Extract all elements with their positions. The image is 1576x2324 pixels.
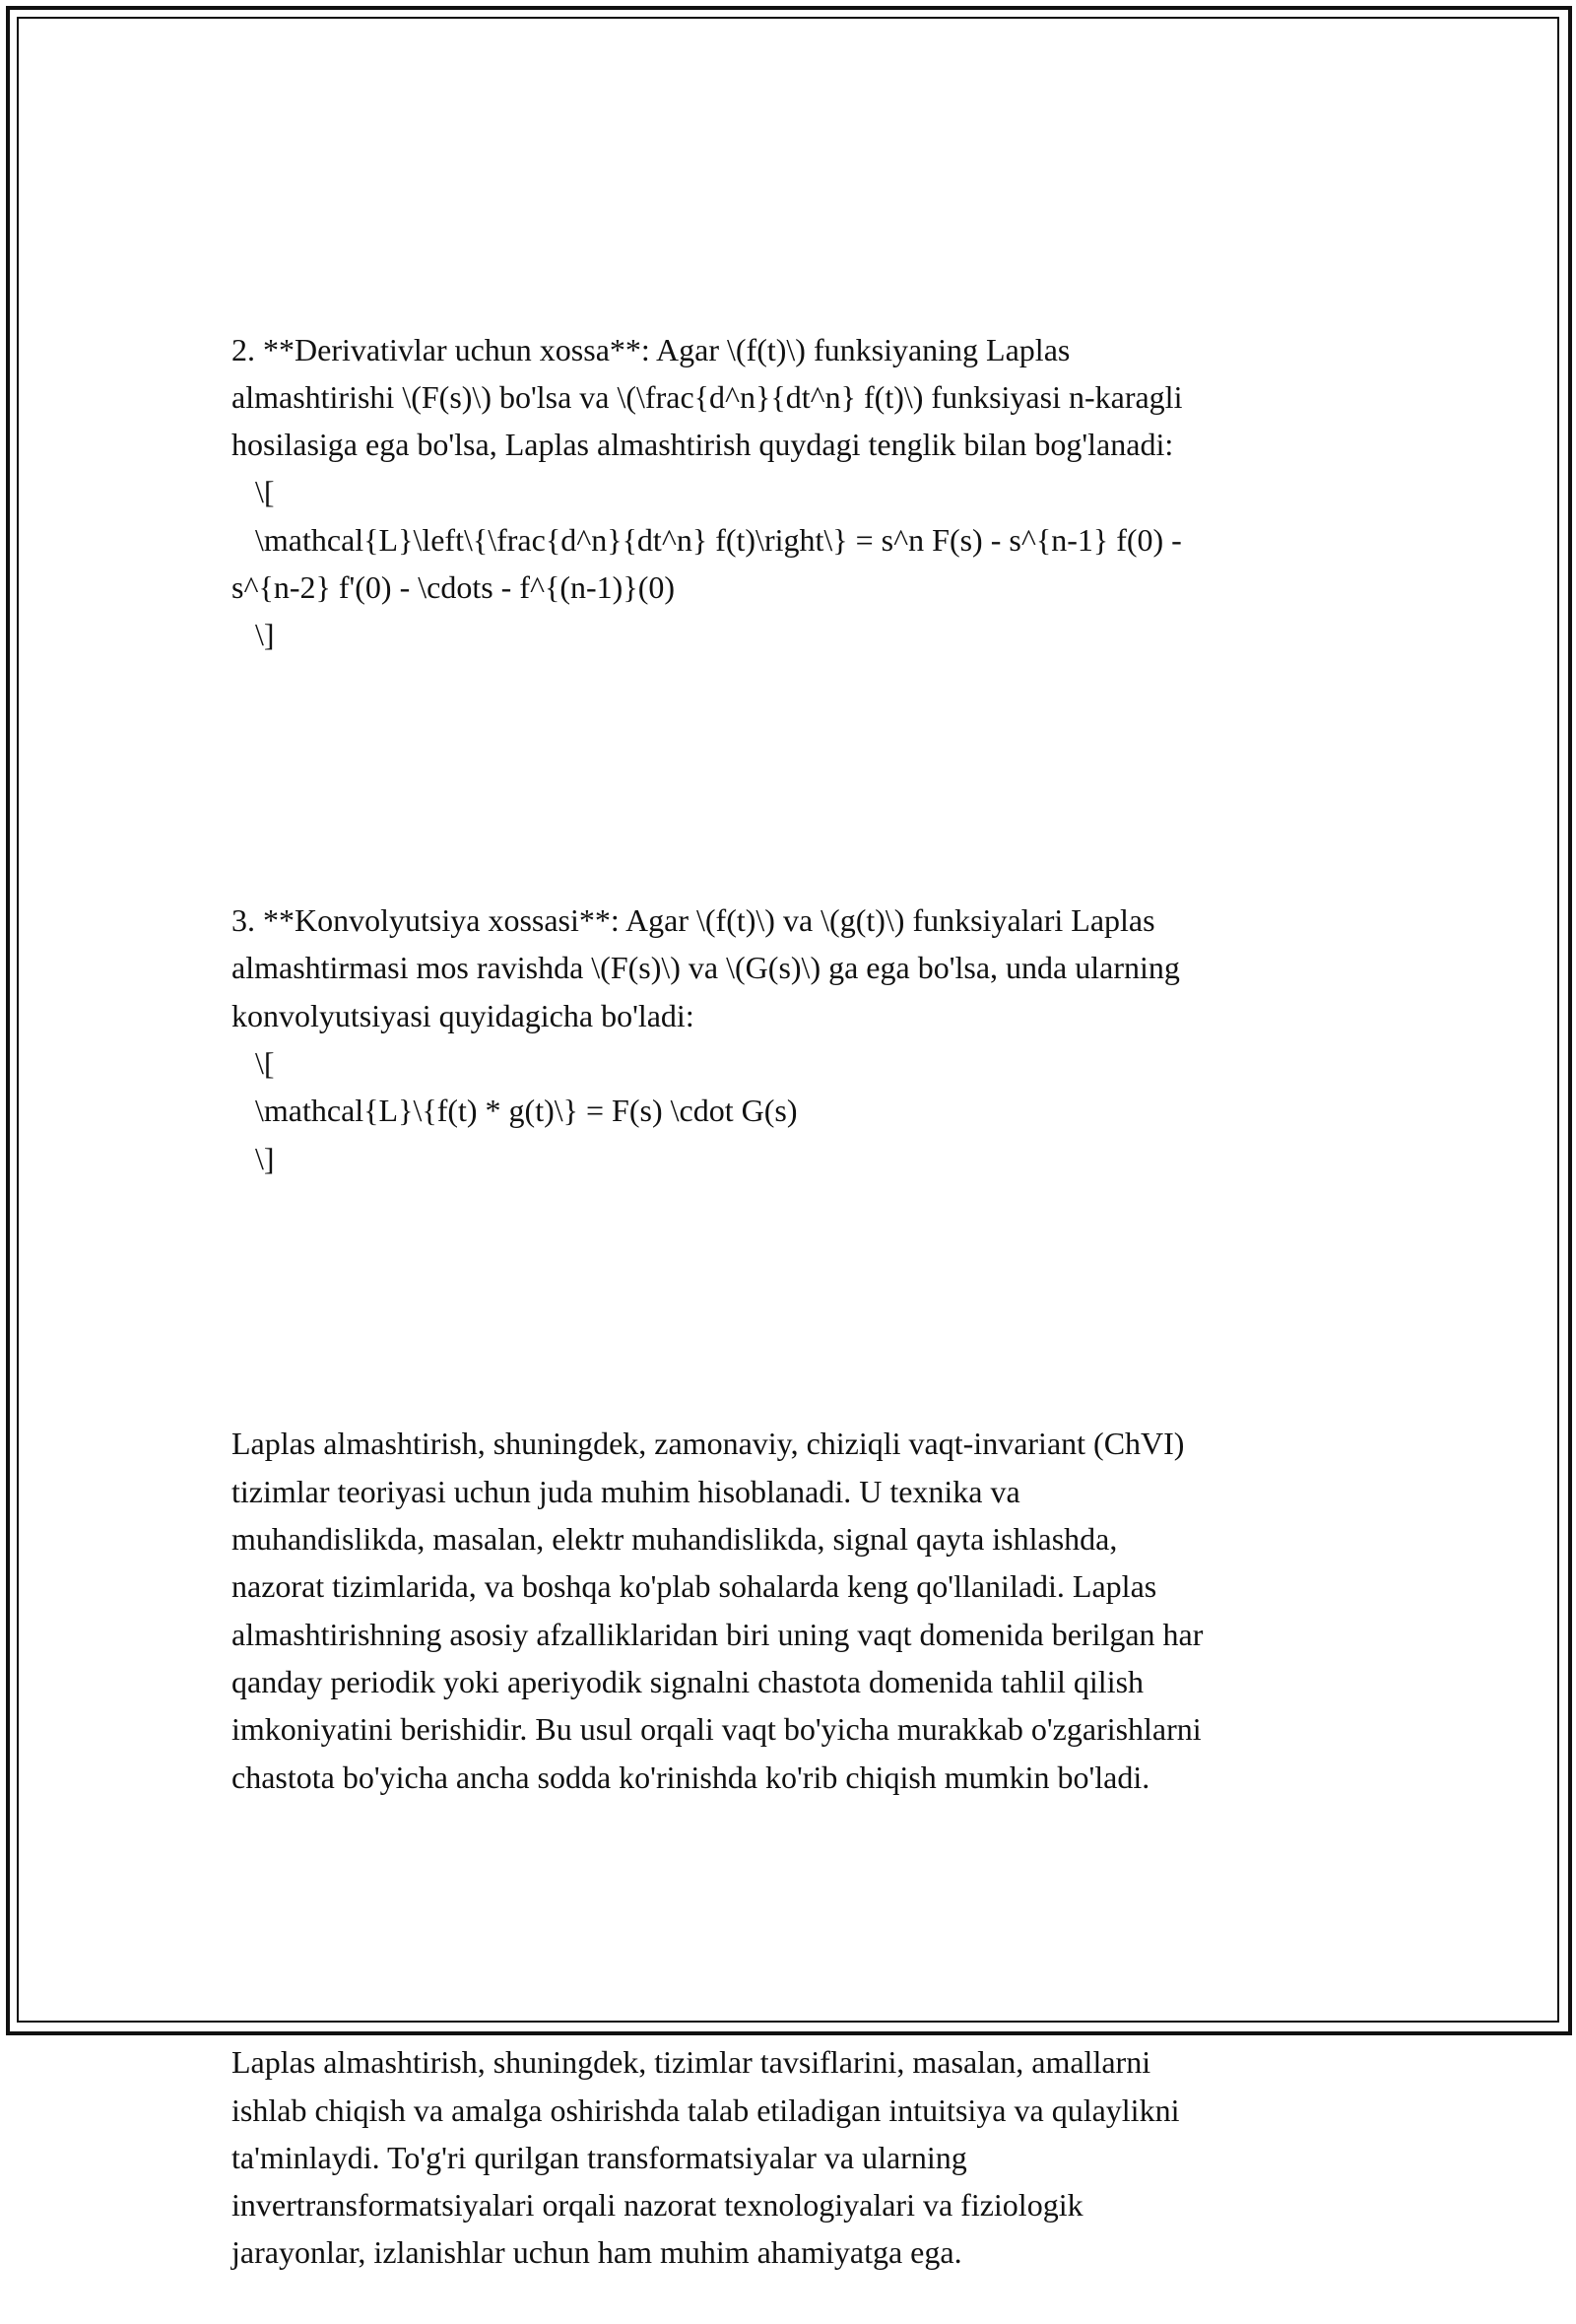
derivative-property-paragraph: 2. **Derivativlar uchun xossa**: Agar \(f(t)\) funksiyaning Laplas almashtirishi \(F(s)\) bo'lsa va \(\frac{d^n}{dt^n} f(t)\) funksiyasi n-karagli hosilasiga ega bo'lsa, Laplas almashtirish quydagi tenglik bilan bog'lanadi: \[ \mathcal{L}\left\{\frac{d^n}{dt^n} f(t)\right\} = s^n F(s) - s^{n-1} f(0) - s^{n-2} f'(0) - \cdots - f^{(n-1)}(0) \] (231, 331, 1183, 653)
paragraph-spacer (231, 1278, 1374, 1325)
convolution-property-paragraph: 3. **Konvolyutsiya xossasi**: Agar \(f(t)\) va \(g(t)\) funksiyalari Laplas almashtirmasi mos ravishda \(F(s)\) va \(G(s)\) ga ega bo'lsa, unda ularning konvolyutsiyasi quyidagicha bo'ladi: \[ \mathcal{L}\{f(t) * g(t)\} = F(s) \cdot G(s) \] (231, 902, 1180, 1176)
paragraph-spacer (231, 1895, 1374, 1943)
conclusion-paragraph: Laplas almashtirish, shuningdek, tizimlar tavsiflarini, masalan, amallarni ishlab chiqish va amalga oshirishda talab etiladigan intuitsiya va qulaylikni ta'minlaydi. To'g'ri qurilgan transformatsiyalar va ularning invertransformatsiyalari orqali nazorat texnologiyalari va fiziologik jarayonlar, izlanishlar uchun ham muhim ahamiyatga ega. (231, 2044, 1180, 2271)
document-body (231, 231, 1374, 2324)
applications-paragraph: Laplas almashtirish, shuningdek, zamonaviy, chiziqli vaqt-invariant (ChVI) tizimlar teoriyasi uchun juda muhim hisoblanadi. U texnika va muhandislikda, masalan, elektr muhandislikda, signal qayta ishlashda, nazorat tizimlarida, va boshqa ko'plab sohalarda keng qo'llaniladi. Laplas almashtirishning asosiy afzalliklaridan biri uning vaqt domenida berilgan har qanday periodik yoki aperiyodik signalni chastota domenida tahlil qilish imkoniyatini berishidir. Bu usul orqali vaqt bo'yicha murakkab o'zgarishlarni chastota bo'yicha ancha sodda ko'rinishda ko'rib chiqish mumkin bo'ladi. (231, 1426, 1204, 1795)
paragraph-spacer (231, 754, 1374, 801)
